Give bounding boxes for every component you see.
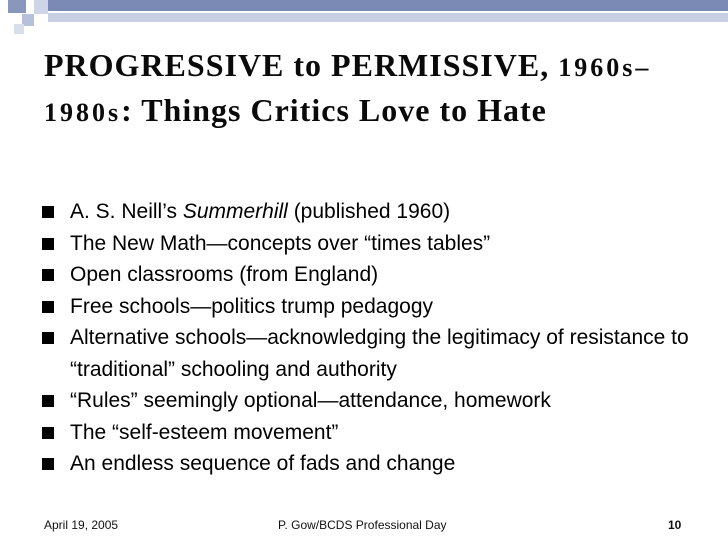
bullet-icon	[42, 301, 54, 313]
bullet-item	[42, 228, 722, 260]
decorative-square	[14, 24, 24, 34]
bullet-item	[42, 259, 722, 291]
bullet-icon	[42, 458, 54, 470]
bullet-text: (published 1960)	[287, 200, 451, 223]
bullet-text: Alternative schools—acknowledging the legitimacy of resistance to “traditional” schooling and authority	[70, 326, 689, 381]
slide-title	[44, 44, 714, 134]
decorative-square	[34, 0, 48, 14]
bullet-text: The New Math—concepts over “times tables”	[70, 231, 491, 255]
bullet-text: Open classrooms (from England)	[70, 263, 379, 286]
bullet-item	[42, 385, 722, 417]
bullet-item	[42, 417, 722, 449]
footer-presenter: P. Gow/BCDS Professional Day	[278, 518, 447, 532]
bullet-icon	[42, 269, 54, 281]
bullet-icon	[42, 332, 54, 344]
bullet-text: The “self-esteem movement”	[70, 420, 339, 444]
bullet-list	[42, 196, 722, 480]
bullet-text: “Rules” seemingly optional—attendance, homework	[70, 389, 551, 412]
bullet-icon	[42, 238, 54, 250]
decorative-square	[8, 0, 26, 13]
bullet-item	[42, 322, 722, 385]
bullet-text: An endless sequence of fads and change	[70, 452, 456, 475]
footer-date: April 19, 2005	[44, 518, 119, 532]
bullet-text: Free schools—politics trump pedagogy	[70, 294, 434, 318]
bullet-item	[42, 448, 722, 480]
page-number: 10	[668, 518, 682, 532]
book-title: Summerhill	[182, 200, 288, 223]
title-years: 1960s–1980s	[44, 53, 652, 127]
bullet-icon	[42, 427, 54, 439]
bullet-item	[42, 196, 722, 228]
bullet-icon	[42, 395, 54, 407]
decorative-square	[48, 0, 728, 11]
bullet-item	[42, 291, 722, 323]
decorative-square	[48, 13, 728, 22]
bullet-icon	[42, 206, 54, 218]
title-part2: : Things Critics Love to Hate	[121, 92, 547, 128]
bullet-text: A. S. Neill’s	[70, 200, 183, 223]
decorative-header-bar	[0, 0, 728, 36]
title-part1: PROGRESSIVE to PERMISSIVE,	[44, 47, 559, 83]
